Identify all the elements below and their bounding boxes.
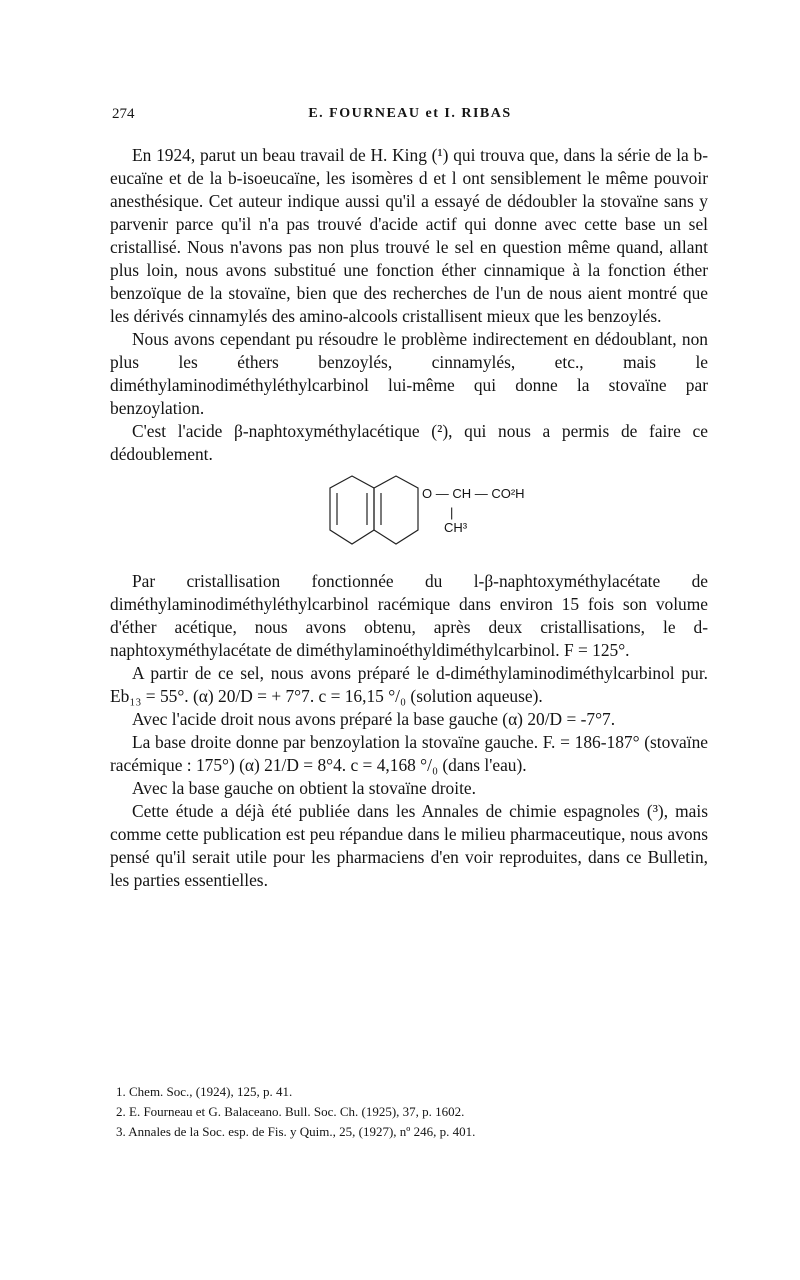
naphthalene-structure-formula <box>110 468 708 558</box>
formula-bond: | <box>450 505 454 520</box>
article-body <box>110 144 708 892</box>
paragraph: Nous avons cependant pu résoudre le problème indirectement en dédoublant, non plus les éthers benzoylés, cinnamylés, etc., mais le diméthylaminodiméthyléthylcarbinol lui-même qui donne la stovaïne par benzoylation. <box>110 329 708 418</box>
footnotes <box>116 1082 708 1142</box>
formula-methyl-group: CH³ <box>444 520 468 535</box>
page-number: 274 <box>112 106 135 122</box>
footnote: 3. Annales de la Soc. esp. de Fis. y Quim., 25, (1927), nº 246, p. 401. <box>116 1124 476 1139</box>
formula-side-chain: O — CH — CO²H <box>422 486 525 501</box>
footnote: 2. E. Fourneau et G. Balaceano. Bull. Soc. Ch. (1925), 37, p. 1602. <box>116 1104 465 1119</box>
running-title: E. FOURNEAU et I. RIBAS <box>308 106 512 121</box>
paragraph: Cette étude a déjà été publiée dans les Annales de chimie espagnoles (³), mais comme cette publication est peu répandue dans le milieu pharmaceutique, nous avons pensé qu'il serait utile pour les pharmaciens d'en voir reproduites, dans ce Bulletin, les parties essentielles. <box>110 801 708 890</box>
paragraph: Avec l'acide droit nous avons préparé la base gauche (α) 20/D = -7°7. <box>132 709 616 729</box>
paragraph: En 1924, parut un beau travail de H. King (¹) qui trouva que, dans la série de la b-eucaïne et de la b-isoeucaïne, les isomères d et l ont sensiblement le même pouvoir anesthésique. Cet auteur indique aussi qu'il a essayé de dédoubler la stovaïne sans y parvenir parce qu'il n'a pas trouvé d'acide actif qui donne avec cette base un sel cristallisé. Nous n'avons pas non plus trouvé le sel en question même quand, allant plus loin, nous avons substitué une fonction éther cinnamique à la fonction éther benzoïque de la stovaïne, bien que des recherches de l'un de nous aient montré que les dérivés cinnamylés des amino-alcools cristallisent mieux que les benzoylés. <box>110 145 708 326</box>
footnote: 1. Chem. Soc., (1924), 125, p. 41. <box>116 1084 293 1099</box>
naphthalene-ring-drawing <box>324 468 524 558</box>
paragraph: A partir de ce sel, nous avons préparé le d-diméthylaminodiméthylcarbinol pur. Eb₁₃ = 55°. (α) 20/D = + 7°7. c = 16,15 °/₀ (solution aqueuse). <box>110 663 708 706</box>
paragraph: La base droite donne par benzoylation la stovaïne gauche. F. = 186-187° (stovaïne racémique : 175°) (α) 21/D = 8°4. c = 4,168 °/₀ (dans l'eau). <box>110 732 708 775</box>
running-header <box>112 106 708 130</box>
paragraph: C'est l'acide β-naphtoxyméthylacétique (²), qui nous a permis de faire ce dédoublement. <box>110 421 708 464</box>
paragraph: Avec la base gauche on obtient la stovaïne droite. <box>132 778 476 798</box>
paragraph: Par cristallisation fonctionnée du l-β-naphtoxyméthylacétate de diméthylaminodiméthyléthylcarbinol racémique dans environ 15 fois son volume d'éther acétique, nous avons obtenu, après deux cristallisations, le d-naphtoxyméthylacétate de diméthylaminoéthyldiméthylcarbinol. F = 125°. <box>110 571 708 660</box>
